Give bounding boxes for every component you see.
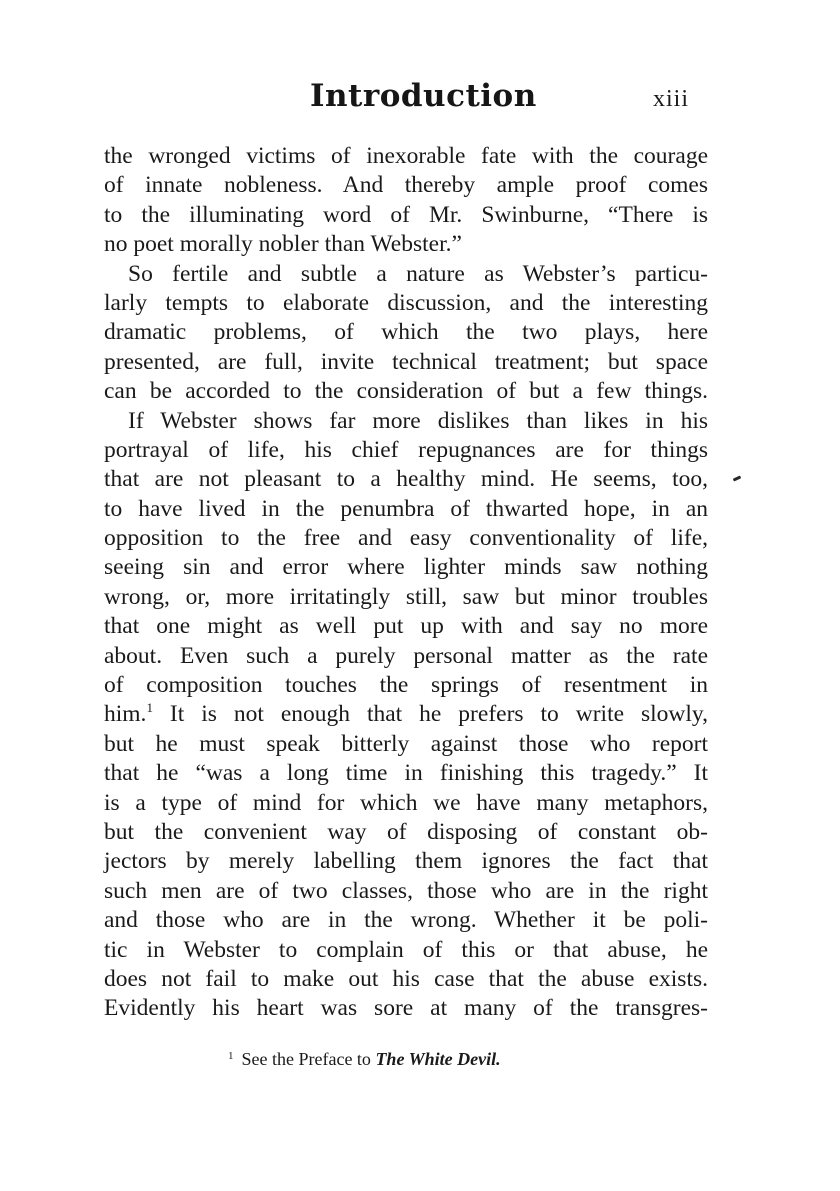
text-line: presented, are full, invite technical treatment; but space	[104, 348, 708, 375]
text-line: opposition to the free and easy conventionality of life,	[104, 525, 708, 552]
footnote	[228, 1044, 501, 1071]
page-number: xiii	[653, 86, 690, 112]
text-line: to the illuminating word of Mr. Swinburne, “There is	[104, 201, 708, 228]
text-line: larly tempts to elaborate discussion, and the interesting	[104, 289, 708, 316]
footnote-reference: 1	[146, 700, 153, 716]
text-line: portrayal of life, his chief repugnances are for things	[104, 436, 708, 463]
text-line: that one might as well put up with and say no more	[104, 613, 708, 640]
text-line: but he must speak bitterly against those who report	[104, 730, 708, 757]
text-line: no poet morally nobler than Webster.”	[104, 231, 462, 258]
running-head	[0, 78, 840, 124]
text-line-rest: It is not enough that he prefers to write slowly,	[169, 701, 709, 728]
text-line: and those who are in the wrong. Whether it be poli-	[104, 907, 708, 934]
text-line: wrong, or, more irritatingly still, saw but minor troubles	[104, 583, 708, 610]
text-line: that are not pleasant to a healthy mind. He seems, too,	[104, 466, 708, 493]
text-line: So fertile and subtle a nature as Webster’s particu-	[128, 260, 708, 287]
text-line: is a type of mind for which we have many metaphors,	[104, 789, 708, 816]
text-line: of composition touches the springs of resentment in	[104, 672, 708, 699]
text-line-start: him.	[104, 701, 147, 728]
text-line: jectors by merely labelling them ignores the fact that	[104, 848, 708, 875]
text-line: Evidently his heart was sore at many of the transgres-	[104, 995, 708, 1022]
text-line: such men are of two classes, those who are in the right	[104, 877, 708, 904]
text-line: but the convenient way of disposing of constant ob-	[104, 818, 708, 845]
running-title: Introduction	[310, 78, 537, 114]
text-line: about. Even such a purely personal matter as the rate	[104, 642, 708, 669]
text-line: dramatic problems, of which the two plays, here	[104, 319, 708, 346]
text-line: to have lived in the penumbra of thwarted hope, in an	[104, 495, 708, 522]
margin-mark	[733, 475, 742, 481]
text-line: seeing sin and error where lighter minds saw nothing	[104, 554, 708, 581]
text-line: that he “was a long time in finishing this tragedy.” It	[104, 760, 708, 787]
footnote-title: The White Devil.	[375, 1049, 501, 1069]
text-line: of innate nobleness. And thereby ample proof comes	[104, 172, 708, 199]
footnote-mark: 1	[228, 1050, 234, 1062]
text-line: the wronged victims of inexorable fate with the courage	[104, 143, 708, 169]
footnote-text: See the Preface to	[241, 1049, 371, 1069]
body-text	[104, 142, 708, 1024]
text-line: can be accorded to the consideration of but a few things.	[104, 378, 708, 405]
text-line: If Webster shows far more dislikes than likes in his	[128, 407, 708, 434]
text-line: does not fail to make out his case that the abuse exists.	[104, 965, 708, 992]
text-line: tic in Webster to complain of this or that abuse, he	[104, 936, 708, 963]
text-line	[104, 700, 708, 729]
